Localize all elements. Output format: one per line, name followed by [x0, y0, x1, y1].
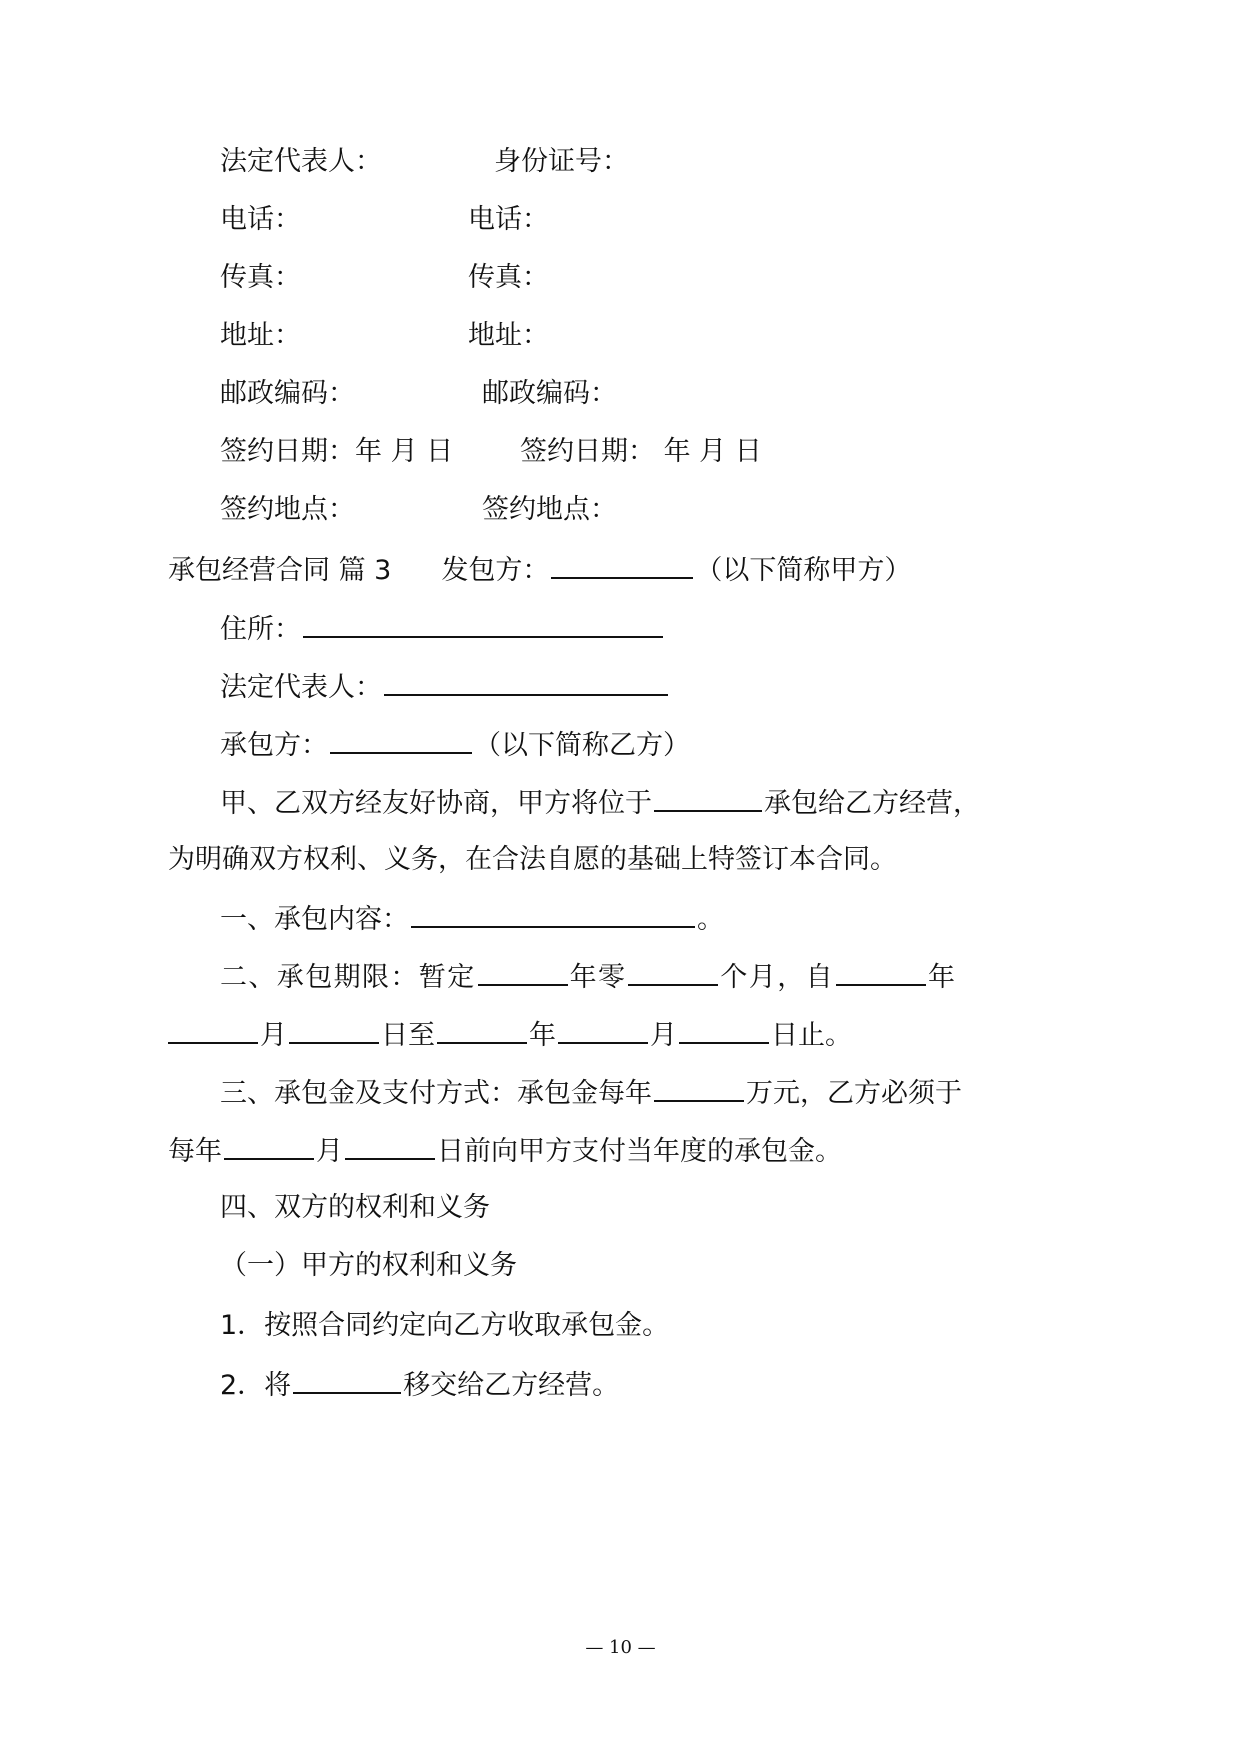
contractor-line [220, 724, 690, 766]
item2-b: 年零 [569, 962, 627, 993]
contractor-label: 承包方： [220, 730, 328, 761]
pay-day-blank[interactable] [345, 1130, 435, 1160]
item2-line-2 [168, 1014, 852, 1056]
intro-line-2: 为明确双方权利、义务，在合法自愿的基础上特签订本合同。 [168, 844, 897, 875]
issuer-blank[interactable] [551, 549, 693, 579]
end-year-blank[interactable] [437, 1014, 527, 1044]
years-blank[interactable] [478, 956, 568, 986]
start-day-blank[interactable] [289, 1014, 379, 1044]
end-month-blank[interactable] [558, 1014, 648, 1044]
label-rep-a: 法定代表人： [220, 146, 382, 177]
intro-1b: 承包给乙方经营， [764, 788, 980, 819]
label-addr-a: 地址： [220, 320, 301, 351]
pay-month-blank[interactable] [224, 1130, 314, 1160]
item2-f: 日至 [381, 1020, 435, 1051]
item4-point1: 1．按照合同约定向乙方收取承包金。 [220, 1310, 670, 1341]
item2-line-1 [220, 956, 956, 998]
start-year-blank[interactable] [836, 956, 926, 986]
item3-d: 月 [316, 1136, 343, 1167]
label-id-b: 身份证号： [494, 146, 629, 177]
label-tel-a: 电话： [220, 204, 301, 235]
residence-line [220, 608, 665, 650]
location-blank[interactable] [654, 782, 762, 812]
label-sign-place-b: 签约地点： [482, 494, 617, 525]
item3-line-2 [168, 1130, 842, 1172]
residence-label: 住所： [220, 614, 301, 645]
issuer-suffix: （以下简称甲方） [695, 555, 912, 586]
label-zip-a: 邮政编码： [220, 378, 355, 409]
rep-label: 法定代表人： [220, 672, 382, 703]
residence-blank[interactable] [303, 608, 663, 638]
page-number: — 10 — [585, 1637, 656, 1658]
item1-end: 。 [697, 904, 724, 935]
item4-p2b: 移交给乙方经营。 [403, 1370, 620, 1401]
content-blank[interactable] [411, 898, 695, 928]
label-addr-b: 地址： [468, 320, 549, 351]
item4-p2a: 2．将 [220, 1370, 292, 1401]
item3-line-1 [220, 1072, 962, 1114]
item3-a: 三、承包金及支付方式：承包金每年 [220, 1078, 652, 1109]
start-month-blank[interactable] [168, 1014, 258, 1044]
item4-sub1: （一）甲方的权利和义务 [220, 1250, 517, 1281]
item3-e: 日前向甲方支付当年度的承包金。 [437, 1136, 842, 1167]
item3-c: 每年 [168, 1136, 222, 1167]
intro-line-1 [220, 782, 980, 824]
rep-line [220, 666, 670, 708]
contractor-blank[interactable] [330, 724, 472, 754]
item2-d: 年 [928, 962, 957, 993]
label-sign-place-a: 签约地点： [220, 494, 355, 525]
issuer-label: 发包方： [441, 555, 550, 586]
end-day-blank[interactable] [679, 1014, 769, 1044]
item2-e: 月 [260, 1020, 287, 1051]
label-fax-a: 传真： [220, 262, 301, 293]
label-sign-date-b: 签约日期： 年 月 日 [520, 436, 762, 467]
intro-1a: 甲、乙双方经友好协商，甲方将位于 [220, 788, 652, 819]
label-tel-b: 电话： [468, 204, 549, 235]
item4-point2 [220, 1364, 619, 1406]
item2-c: 个月，自 [720, 962, 835, 993]
item2-g: 年 [529, 1020, 556, 1051]
handover-blank[interactable] [293, 1364, 401, 1394]
item1-label: 一、承包内容： [220, 904, 409, 935]
label-zip-b: 邮政编码： [482, 378, 617, 409]
item4-heading: 四、双方的权利和义务 [220, 1192, 490, 1223]
months-blank[interactable] [628, 956, 718, 986]
amount-blank[interactable] [654, 1072, 744, 1102]
label-fax-b: 传真： [468, 262, 549, 293]
contract-heading-line [168, 549, 911, 591]
item1-line [220, 898, 724, 940]
label-sign-date-a: 签约日期：年 月 日 [220, 436, 454, 467]
item3-b: 万元，乙方必须于 [746, 1078, 962, 1109]
item2-h: 月 [650, 1020, 677, 1051]
item2-i: 日止。 [771, 1020, 852, 1051]
rep-blank[interactable] [384, 666, 668, 696]
item2-a: 二、承包期限：暂定 [220, 962, 476, 993]
contractor-suffix: （以下简称乙方） [474, 730, 690, 761]
contract-heading: 承包经营合同 篇 3 [168, 555, 392, 586]
